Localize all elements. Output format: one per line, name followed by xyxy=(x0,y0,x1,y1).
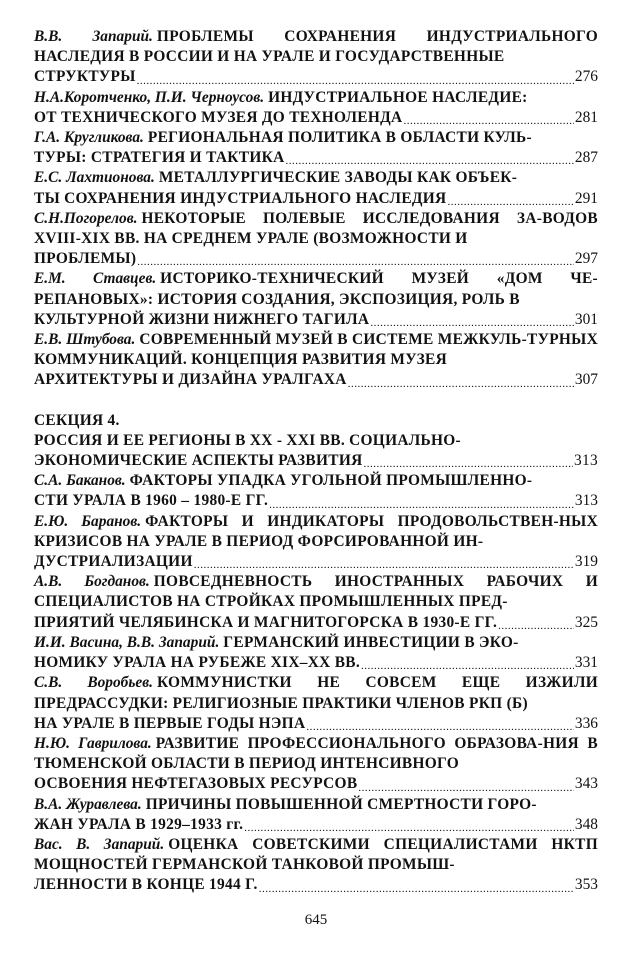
leader-dots xyxy=(306,720,574,734)
leader-dots xyxy=(259,882,574,896)
toc-entry-last-line xyxy=(34,491,598,511)
leader-dots xyxy=(137,74,574,88)
toc-entry-body xyxy=(34,734,598,774)
toc-entry-author: С.А. Баканов. xyxy=(34,472,126,490)
toc-entry-page: 353 xyxy=(574,876,598,894)
toc-entry-body xyxy=(34,27,598,67)
toc-entry-title: МЕТАЛЛУРГИЧЕСКИЕ ЗАВОДЫ КАК ОБЪЕК- xyxy=(158,169,518,187)
toc-entry-title: СОВРЕМЕННЫЙ МУЗЕЙ В СИСТЕМЕ МЕЖКУЛЬ-ТУРНЫХ КОММУНИКАЦИЙ. КОНЦЕПЦИЯ РАЗВИТИЯ МУЗЕЯ xyxy=(34,331,599,369)
leader-dots xyxy=(269,498,574,512)
toc-entry-author: Вас. В. Запарий. xyxy=(34,835,165,853)
toc-entry-page: 325 xyxy=(574,613,598,631)
toc-entry-body xyxy=(34,209,598,249)
toc-entry-author: В.В. Запарий. xyxy=(34,28,153,45)
toc-entry-body xyxy=(34,633,598,653)
toc-entry-author: Е.Ю. Баранов. xyxy=(34,512,142,530)
toc-entry-author: Е.М. Ставцев. xyxy=(34,270,157,288)
toc-entry-last-line xyxy=(34,653,598,673)
section-title-text: РОССИЯ И ЕЕ РЕГИОНЫ В XX - XXI ВВ. СОЦИАЛЬНО- xyxy=(34,431,461,449)
toc-entry-author: Е.С. Лахтионова. xyxy=(34,169,155,187)
toc-entry-body xyxy=(34,471,598,491)
toc-entry[interactable] xyxy=(34,168,598,208)
toc-entry-last-line xyxy=(34,108,598,128)
section-label: СЕКЦИЯ 4. xyxy=(34,411,120,429)
section-title-last: ЭКОНОМИЧЕСКИЕ АСПЕКТЫ РАЗВИТИЯ xyxy=(34,452,363,470)
toc-entry-author: Е.В. Штубова. xyxy=(34,331,136,349)
toc-entry[interactable] xyxy=(34,269,598,330)
toc-entry-title: ПРИЧИНЫ ПОВЫШЕННОЙ СМЕРТНОСТИ ГОРО- xyxy=(145,795,537,813)
toc-entry[interactable] xyxy=(34,128,598,168)
toc-entry-title-last: ЛЕННОСТИ В КОНЦЕ 1944 Г. xyxy=(34,876,258,894)
toc-entry-last-line xyxy=(34,249,598,269)
toc-entry-author: А.В. Богданов. xyxy=(34,573,150,591)
section-page-number: 313 xyxy=(574,452,598,470)
leader-dots xyxy=(447,195,573,209)
toc-entry[interactable] xyxy=(34,512,598,573)
toc-entry-title: НЕКОТОРЫЕ ПОЛЕВЫЕ ИССЛЕДОВАНИЯ ЗА-ВОДОВ XVIII-XIX ВВ. НА СРЕДНЕМ УРАЛЕ (ВОЗМОЖНОСТИ И xyxy=(34,209,598,248)
toc-entry-author: В.А. Журавлева. xyxy=(34,795,142,813)
toc-entry-title-last: ДУСТРИАЛИЗАЦИИ xyxy=(34,553,193,571)
toc-entry-title-last: ПРОБЛЕМЫ) xyxy=(34,250,137,268)
leader-dots xyxy=(361,659,574,673)
toc-entry-body xyxy=(34,512,598,552)
toc-page xyxy=(34,27,598,896)
toc-entry-title-last: НА УРАЛЕ В ПЕРВЫЕ ГОДЫ НЭПА xyxy=(34,714,306,732)
toc-entry-body xyxy=(34,330,598,370)
toc-entry-last-line xyxy=(34,370,598,390)
toc-entry-last-line xyxy=(34,875,598,895)
toc-entry-page: 343 xyxy=(574,775,598,793)
toc-entry-last-line xyxy=(34,613,598,633)
toc-entry-title: ОЦЕНКА СОВЕТСКИМИ СПЕЦИАЛИСТАМИ НКТП МОЩНОСТЕЙ ГЕРМАНСКОЙ ТАНКОВОЙ ПРОМЫШ- xyxy=(34,835,598,874)
toc-entry[interactable] xyxy=(34,27,598,88)
toc-entry-title: ПОВСЕДНЕВНОСТЬ ИНОСТРАННЫХ РАБОЧИХ И СПЕЦИАЛИСТОВ НА СТРОЙКАХ ПРОМЫШЛЕННЫХ ПРЕД- xyxy=(34,573,598,611)
leader-dots xyxy=(370,316,574,330)
toc-entry-page: 313 xyxy=(574,492,598,510)
toc-entries-group-a xyxy=(34,27,598,391)
section-title xyxy=(34,431,598,451)
toc-entry-author: С.В. Воробьев. xyxy=(34,674,153,692)
toc-entry-page: 348 xyxy=(574,815,598,833)
toc-entry-last-line xyxy=(34,189,598,209)
toc-entry-page: 281 xyxy=(574,108,598,126)
toc-entry-page: 287 xyxy=(574,149,598,167)
toc-entry-body xyxy=(34,128,598,148)
toc-entry-title-last: ТЫ СОХРАНЕНИЯ ИНДУСТРИАЛЬНОГО НАСЛЕДИЯ xyxy=(34,189,447,207)
toc-entry-title-last: АРХИТЕКТУРЫ И ДИЗАЙНА УРАЛГАХА xyxy=(34,371,347,389)
toc-entry-title-last: СТИ УРАЛА В 1960 – 1980-Е ГГ. xyxy=(34,492,269,510)
toc-entry[interactable] xyxy=(34,88,598,128)
toc-entry-last-line xyxy=(34,815,598,835)
toc-entry-title: ПРОБЛЕМЫ СОХРАНЕНИЯ ИНДУСТРИАЛЬНОГО НАСЛЕДИЯ В РОССИИ И НА УРАЛЕ И ГОСУДАРСТВЕННЫЕ xyxy=(34,28,598,66)
toc-entry-last-line xyxy=(34,774,598,794)
toc-entry-page: 336 xyxy=(574,714,598,732)
toc-entry-last-line xyxy=(34,148,598,168)
leader-dots xyxy=(194,558,574,572)
leader-dots xyxy=(348,377,574,391)
toc-entry-body xyxy=(34,168,598,188)
leader-dots xyxy=(285,154,573,168)
toc-entry-title: ГЕРМАНСКИЙ ИНВЕСТИЦИИ В ЭКО- xyxy=(223,633,519,651)
toc-entry[interactable] xyxy=(34,795,598,835)
section-header xyxy=(34,411,598,472)
toc-entry-title: ФАКТОРЫ И ИНДИКАТОРЫ ПРОДОВОЛЬСТВЕН-НЫХ КРИЗИСОВ НА УРАЛЕ В ПЕРИОД ФОРСИРОВАННОЙ ИН- xyxy=(34,512,598,550)
toc-entry-title-last: КУЛЬТУРНОЙ ЖИЗНИ НИЖНЕГО ТАГИЛА xyxy=(34,310,370,328)
toc-entry-body xyxy=(34,835,598,875)
toc-entry-page: 331 xyxy=(574,654,598,672)
leader-dots xyxy=(244,821,574,835)
toc-entry-last-line xyxy=(34,67,598,87)
toc-entry-title: ИСТОРИКО-ТЕХНИЧЕСКИЙ МУЗЕЙ «ДОМ ЧЕ-РЕПАНОВЫХ»: ИСТОРИЯ СОЗДАНИЯ, ЭКСПОЗИЦИЯ, РОЛЬ В xyxy=(34,270,598,308)
page-number: 645 xyxy=(304,912,328,928)
toc-entry-title-last: СТРУКТУРЫ xyxy=(34,68,136,86)
toc-entry-page: 301 xyxy=(574,310,598,328)
toc-entry-title: ФАКТОРЫ УПАДКА УГОЛЬНОЙ ПРОМЫШЛЕННО- xyxy=(129,472,533,490)
toc-entry-body xyxy=(34,88,598,108)
toc-entry-body xyxy=(34,795,598,815)
toc-entry[interactable] xyxy=(34,572,598,633)
toc-entry-title-last: ОТ ТЕХНИЧЕСКОГО МУЗЕЯ ДО ТЕХНОЛЕНДА xyxy=(34,108,403,126)
toc-entry[interactable] xyxy=(34,471,598,511)
toc-entry-title-last: ОСВОЕНИЯ НЕФТЕГАЗОВЫХ РЕСУРСОВ xyxy=(34,775,358,793)
toc-entry-page: 291 xyxy=(574,189,598,207)
toc-entry-title-last: НОМИКУ УРАЛА НА РУБЕЖЕ XIX–XX ВВ. xyxy=(34,654,360,672)
section-title-last-line xyxy=(34,451,598,471)
toc-entry-title-last: ЖАН УРАЛА В 1929–1933 гг. xyxy=(34,815,244,833)
toc-entry-body xyxy=(34,572,598,612)
leader-dots xyxy=(358,781,574,795)
toc-entry-title: РАЗВИТИЕ ПРОФЕССИОНАЛЬНОГО ОБРАЗОВА-НИЯ В ТЮМЕНСКОЙ ОБЛАСТИ В ПЕРИОД ИНТЕНСИВНОГО xyxy=(34,734,599,773)
toc-entry[interactable] xyxy=(34,734,598,795)
toc-entry-title: КОММУНИСТКИ НЕ СОВСЕМ ЕЩЕ ИЗЖИЛИ ПРЕДРАССУДКИ: РЕЛИГИОЗНЫЕ ПРАКТИКИ ЧЛЕНОВ РКП (Б) xyxy=(34,674,598,712)
toc-entry-title: РЕГИОНАЛЬНАЯ ПОЛИТИКА В ОБЛАСТИ КУЛЬ- xyxy=(147,129,532,147)
toc-entry[interactable] xyxy=(34,673,598,734)
toc-entry-author: Г.А. Кругликова. xyxy=(34,129,144,147)
toc-entry-page: 297 xyxy=(574,250,598,268)
toc-entry-page: 319 xyxy=(574,553,598,571)
toc-entry-title: ИНДУСТРИАЛЬНОЕ НАСЛЕДИЕ: xyxy=(268,88,528,106)
toc-entry-page: 276 xyxy=(574,68,598,86)
toc-entry-body xyxy=(34,269,598,309)
toc-entry-author: С.Н.Погорелов. xyxy=(34,209,138,227)
toc-entry-body xyxy=(34,673,598,713)
toc-entry[interactable] xyxy=(34,330,598,391)
toc-entry-page: 307 xyxy=(574,371,598,389)
toc-entry-last-line xyxy=(34,714,598,734)
leader-dots xyxy=(364,457,573,471)
toc-entries-group-b xyxy=(34,471,598,895)
toc-entry-last-line xyxy=(34,310,598,330)
toc-entry-last-line xyxy=(34,552,598,572)
toc-entry-title-last: ТУРЫ: СТРАТЕГИЯ И ТАКТИКА xyxy=(34,149,285,167)
leader-dots xyxy=(403,114,573,128)
leader-dots xyxy=(498,619,574,633)
toc-entry[interactable] xyxy=(34,835,598,896)
toc-entry[interactable] xyxy=(34,209,598,270)
toc-entry-author: И.И. Васина, В.В. Запарий. xyxy=(34,633,220,651)
toc-entry-author: Н.А.Коротченко, П.И. Черноусов. xyxy=(34,88,265,106)
toc-entry-title-last: ПРИЯТИЙ ЧЕЛЯБИНСКА И МАГНИТОГОРСКА В 1930-Е ГГ. xyxy=(34,613,498,631)
toc-entry[interactable] xyxy=(34,633,598,673)
leader-dots xyxy=(137,255,574,269)
toc-entry-author: Н.Ю. Гаврилова. xyxy=(34,734,152,752)
